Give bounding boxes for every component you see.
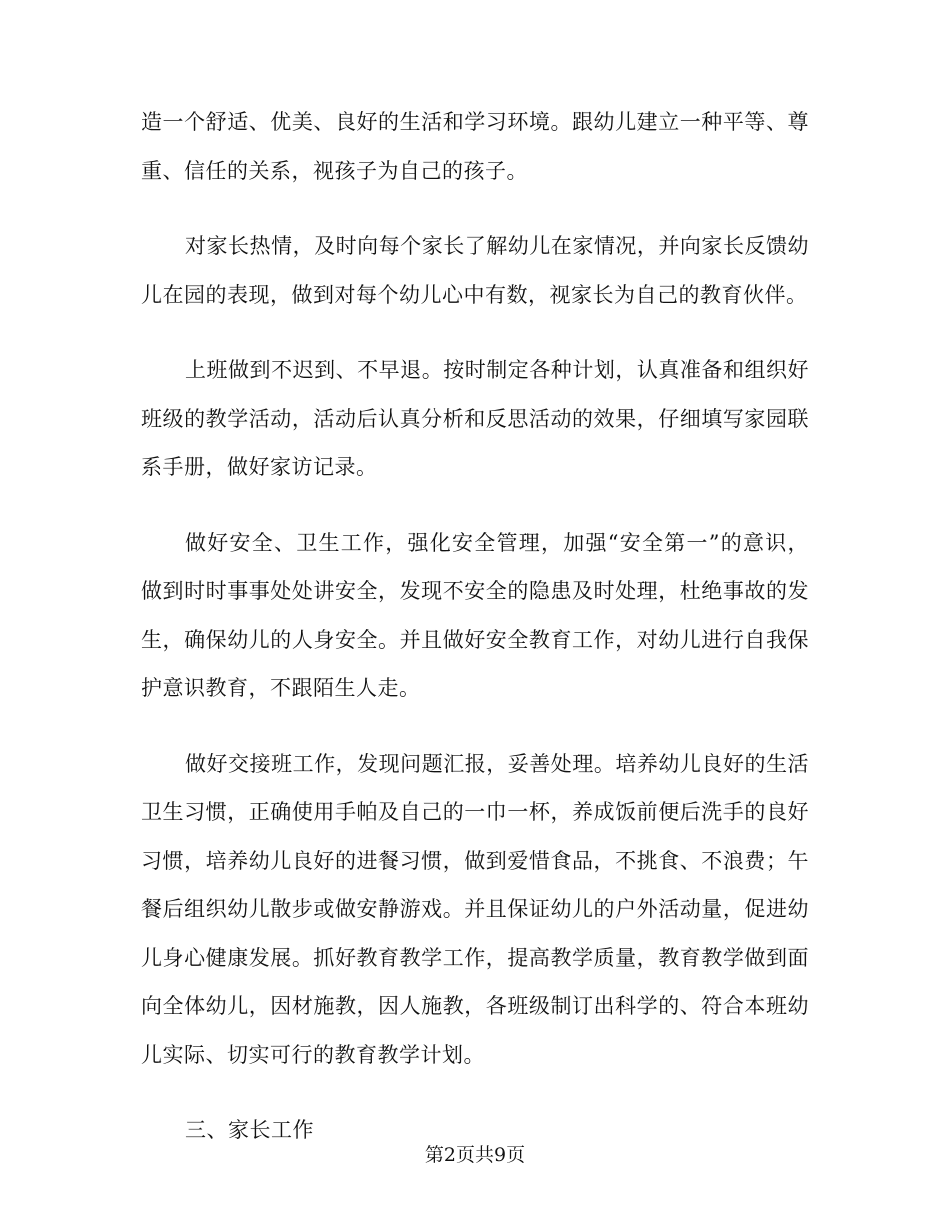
paragraph-parents-communication: 对家长热情，及时向每个家长了解幼儿在家情况，并向家长反馈幼儿在园的表现，做到对每个幼儿心中有数，视家长为自己的教育伙伴。 xyxy=(141,234,809,307)
paragraph-continued: 造一个舒适、优美、良好的生活和学习环境。跟幼儿建立一种平等、尊重、信任的关系，视孩子为自己的孩子。 xyxy=(141,110,809,183)
page-footer: 第2页共9页 xyxy=(424,1144,526,1166)
paragraph-work-discipline: 上班做到不迟到、不早退。按时制定各种计划，认真准备和组织好班级的教学活动，活动后认真分析和反思活动的效果，仔细填写家园联系手册，做好家访记录。 xyxy=(141,358,809,479)
section-heading: 三、家长工作 xyxy=(185,1118,314,1142)
paragraph-daily-care-teaching: 做好交接班工作，发现问题汇报，妥善处理。培养幼儿良好的生活卫生习惯，正确使用手帕及自己的一巾一杯，养成饭前便后洗手的良好习惯，培养幼儿良好的进餐习惯，做到爱惜食品，不挑食、不浪费；午餐后组织幼儿散步或做安静游戏。并且保证幼儿的户外活动量，促进幼儿身心健康发展。抓好教育教学工作，提高教学质量，教育教学做到面向全体幼儿，因材施教，因人施教，各班级制订出科学的、符合本班幼儿实际、切实可行的教育教学计划。 xyxy=(141,751,809,1067)
paragraph-safety-hygiene: 做好安全、卫生工作，强化安全管理，加强“安全第一”的意识，做到时时事事处处讲安全，发现不安全的隐患及时处理，杜绝事故的发生，确保幼儿的人身安全。并且做好安全教育工作，对幼儿进行自我保护意识教育，不跟陌生人走。 xyxy=(141,530,809,700)
document-body xyxy=(141,98,809,1182)
